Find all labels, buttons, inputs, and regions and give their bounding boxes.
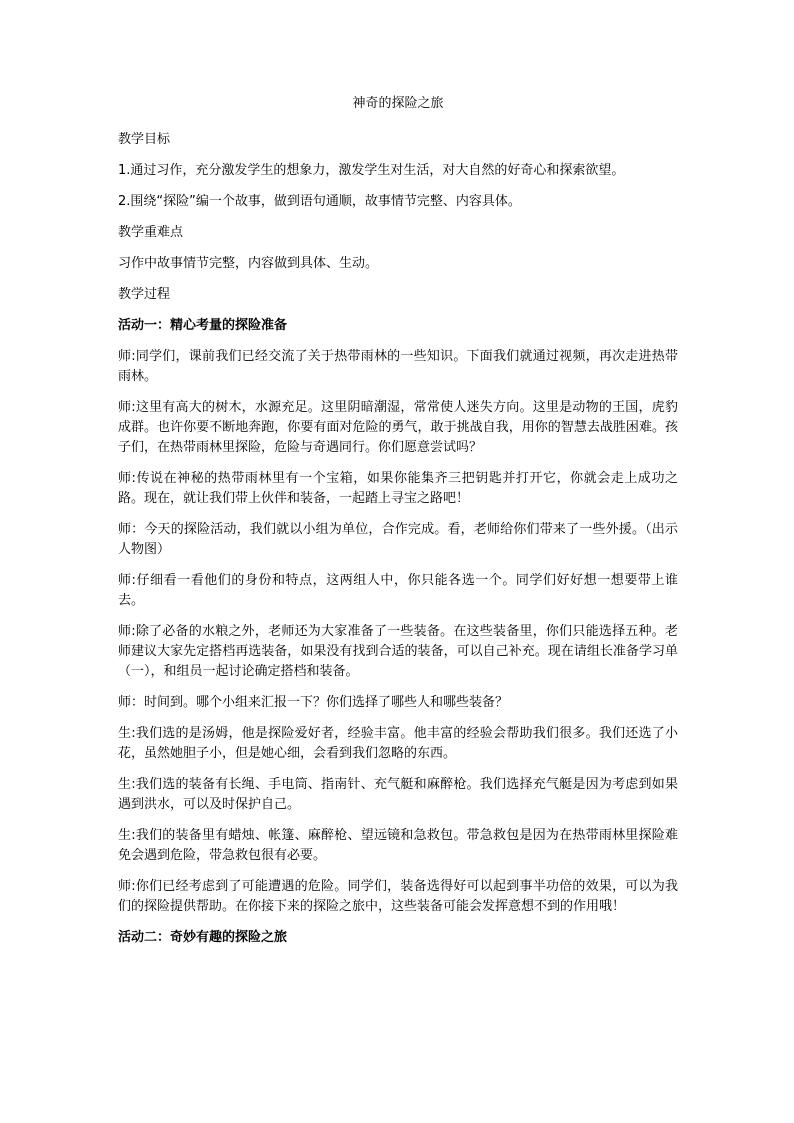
paragraph: 师:传说在神秘的热带雨林里有一个宝箱，如果你能集齐三把钥匙并打开它，你就会走上成功之路。现在，就让我们带上伙伴和装备，一起踏上寻宝之路吧！ <box>118 471 678 506</box>
key-points-text: 习作中故事情节完整，内容做到具体、生动。 <box>118 256 379 271</box>
paragraph: 师：今天的探险活动，我们就以小组为单位，合作完成。看，老师给你们带来了一些外援。（出示人物图） <box>118 522 678 557</box>
activity-2-heading: 活动二：奇妙有趣的探险之旅 <box>118 930 288 945</box>
paragraph: 师:你们已经考虑到了可能遭遇的危险。同学们，装备选得好可以起到事半功倍的效果，可以为我们的探险提供帮助。在你接下来的探险之旅中，这些装备可能会发挥意想不到的作用哦！ <box>118 879 678 914</box>
activity-1-heading: 活动一：精心考量的探险准备 <box>118 318 288 333</box>
paragraph: 生:我们的装备里有蜡烛、帐篷、麻醉枪、望远镜和急救包。带急救包是因为在热带雨林里探险难免会遇到危险，带急救包很有必要。 <box>118 828 678 863</box>
paragraph: 师:这里有高大的树木，水源充足。这里阴暗潮湿，常常使人迷失方向。这里是动物的王国，虎豹成群。也许你要不断地奔跑，你要有面对危险的勇气，敢于挑战自我，用你的智慧去战胜困难。孩子们，在热带雨林里探险，危险与奇遇同行。你们愿意尝试吗？ <box>118 400 678 455</box>
goal-1: 1.通过习作，充分激发学生的想象力，激发学生对生活，对大自然的好奇心和探索欲望。 <box>118 163 625 178</box>
paragraph: 生:我们选的是汤姆，他是探险爱好者，经验丰富。他丰富的经验会帮助我们很多。我们还选了小花，虽然她胆子小，但是她心细，会看到我们忽略的东西。 <box>118 726 678 761</box>
section-teaching-process: 教学过程 <box>118 287 171 302</box>
document-title: 神奇的探险之旅 <box>352 96 444 111</box>
paragraph: 师:仔细看一看他们的身份和特点，这两组人中，你只能各选一个。同学们好好想一想要带上谁去。 <box>118 573 678 608</box>
paragraph: 师：时间到。哪个小组来汇报一下？你们选择了哪些人和哪些装备？ <box>118 695 509 710</box>
section-teaching-goals: 教学目标 <box>118 132 171 147</box>
paragraph: 生:我们选的装备有长绳、手电筒、指南针、充气艇和麻醉枪。我们选择充气艇是因为考虑到如果遇到洪水，可以及时保护自己。 <box>118 777 678 812</box>
section-key-points: 教学重难点 <box>118 225 184 240</box>
goal-2: 2.围绕“探险”编一个故事，做到语句通顺，故事情节完整、内容具体。 <box>118 194 521 209</box>
paragraph: 师:除了必备的水粮之外，老师还为大家准备了一些装备。在这些装备里，你们只能选择五种。老师建议大家先定搭档再选装备，如果没有找到合适的装备，可以自己补充。现在请组长准备学习单（一），和组员一起讨论确定搭档和装备。 <box>118 624 678 679</box>
paragraph: 师:同学们，课前我们已经交流了关于热带雨林的一些知识。下面我们就通过视频，再次走进热带雨林。 <box>118 349 678 384</box>
document-page <box>118 96 678 959</box>
